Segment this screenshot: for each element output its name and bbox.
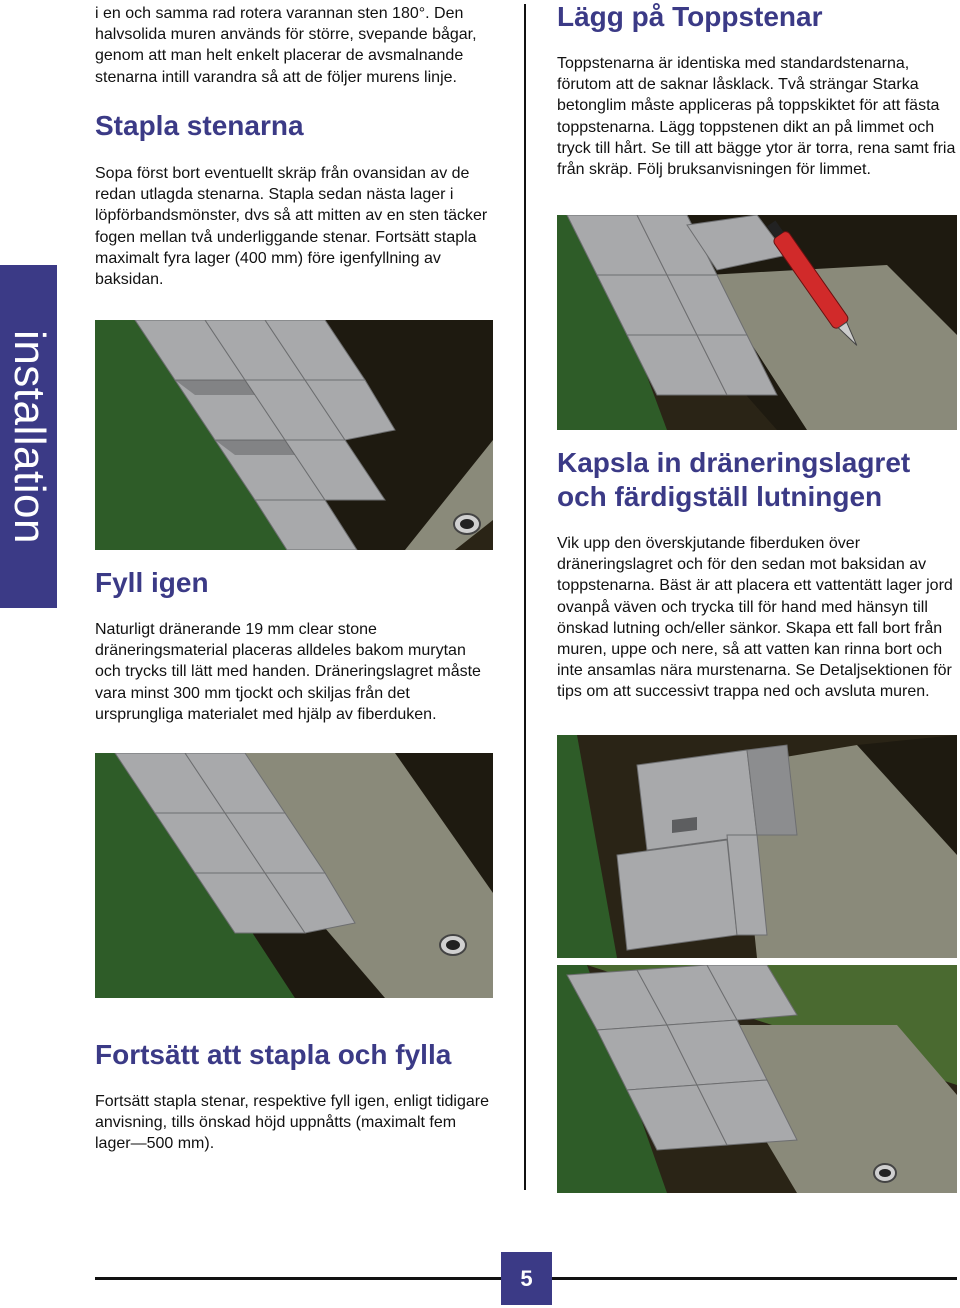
illustration-stacking — [95, 320, 493, 550]
paragraph-fyll-igen: Naturligt dränerande 19 mm clear stone dräneringsmaterial placeras alldeles bakom murytan och trycks till lätt med handen. Dräneringslagret måste vara minst 300 mm tjockt och skiljas från det ursprungliga materialet med hjälp av fiberduken. — [95, 621, 481, 723]
heading-lagg-pa-toppstenar: Lägg på Toppstenar — [557, 1, 823, 32]
heading-kapsla-in: Kapsla in dräneringslagret och färdigställ lutningen — [557, 447, 911, 512]
illustration-capstones — [557, 215, 957, 430]
page-number: 5 — [501, 1252, 552, 1305]
paragraph-lagg-pa-toppstenar: Toppstenarna är identiska med standardstenarna, förutom att de saknar låsklack. Två strängar Starka betonglim måste appliceras på toppskiktet för att fästa toppstenarna. Lägg toppstenen dikt an på limmet och tryck till hårt. Se till att bägge ytor är torra, rena samt fria från skräp. Följ bruksanvisningen för limmet. — [557, 55, 956, 179]
illustration-finished-wall — [557, 965, 957, 1193]
side-tab-label: installation — [4, 329, 54, 544]
heading-stapla-stenarna: Stapla stenarna — [95, 110, 304, 141]
illustration-backfill — [95, 753, 493, 998]
heading-fyll-igen: Fyll igen — [95, 567, 209, 598]
side-tab — [0, 265, 57, 608]
paragraph-kapsla-in: Vik upp den överskjutande fiberduken över dräneringslagret och för den sedan mot baksidan av toppstenarna. Bäst är att placera ett vattentätt lager jord ovanpå väven och trycka till för hand med hänsyn till önskad lutning och/eller sänkor. Skapa ett fall bort från muren, uppe och nere, så att vatten kan rinna bort och inte ansamlas nära murstenarna. Se Detaljsektionen för tips om att successivt trappa ned och avsluta muren. — [557, 535, 953, 701]
heading-fortsatt-stapla: Fortsätt att stapla och fylla — [95, 1039, 452, 1070]
paragraph-stapla-stenarna: Sopa först bort eventuellt skräp från ovansidan av de redan utlagda stenarna. Stapla sedan nästa lager i löpförbandsmönster, dvs så att mitten av en sten täcker fogen mellan två underliggande stenar. Fortsätt stapla maximalt fyra lager (400 mm) före igenfyllning av baksidan. — [95, 165, 488, 289]
intro-paragraph: i en och samma rad rotera varannan sten 180°. Den halvsolida muren används för större, svepande bågar, genom att man helt enkelt placerar de avsmalnande stenarna intill varandra så att de följer murens linje. — [95, 5, 477, 86]
illustration-encapsulate — [557, 735, 957, 958]
paragraph-fortsatt-stapla: Fortsätt stapla stenar, respektive fyll igen, enligt tidigare anvisning, tills önskad höjd uppnåtts (maximalt fem lager—500 mm). — [95, 1093, 489, 1153]
column-divider — [524, 4, 526, 1190]
